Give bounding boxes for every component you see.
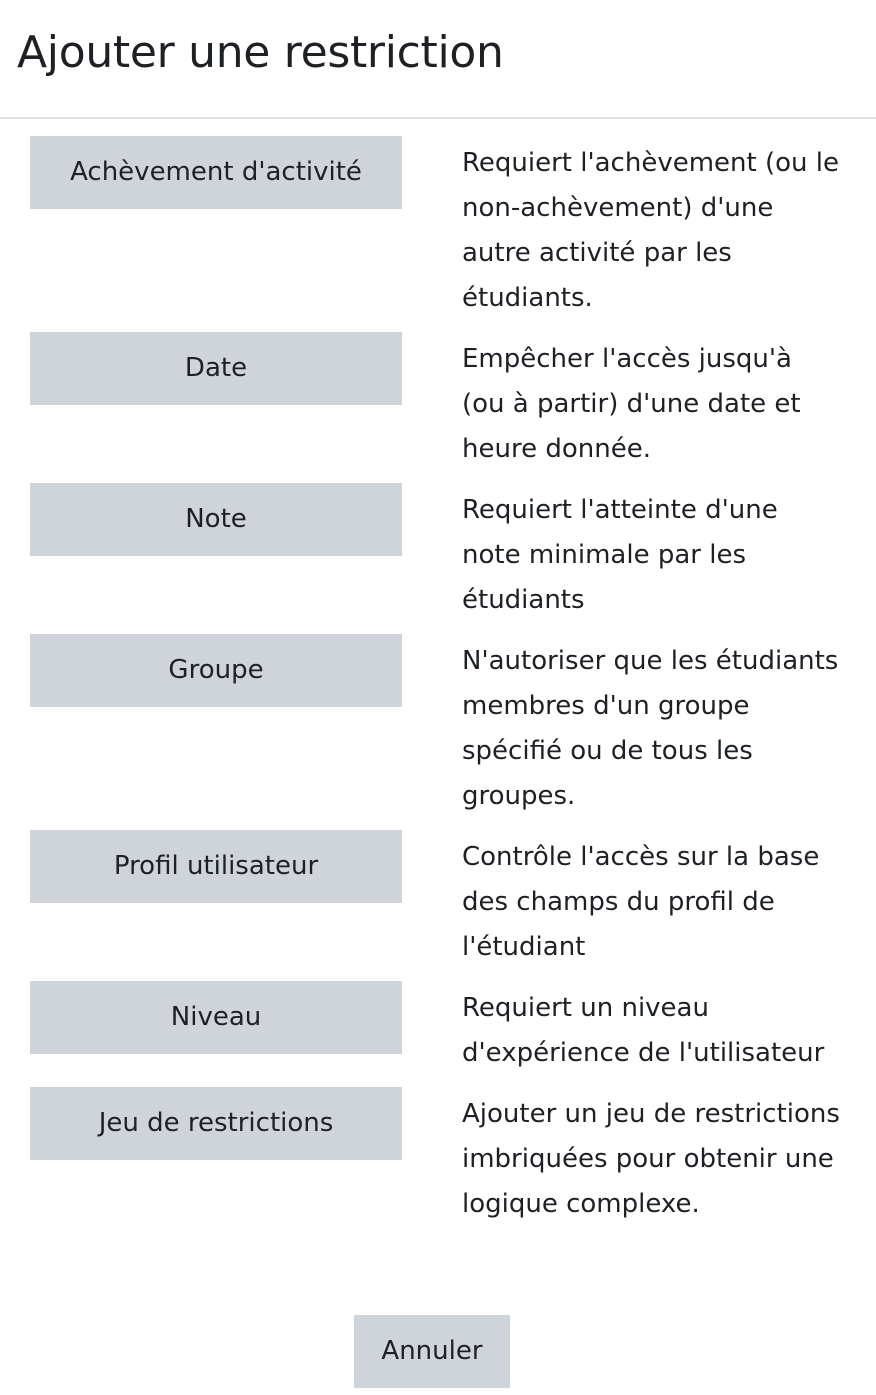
grade-description: Requiert l'atteinte d'une note minimale par les étudiants: [462, 495, 778, 615]
user-profile-button[interactable]: Profil utilisateur: [30, 830, 402, 903]
dialog-header: [0, 0, 876, 119]
date-description: Empêcher l'accès jusqu'à (ou à partir) d'une date et heure donnée.: [462, 344, 801, 464]
group-button[interactable]: Groupe: [30, 634, 402, 707]
grade-button[interactable]: Note: [30, 483, 402, 556]
activity-completion-button[interactable]: Achèvement d'activité: [30, 136, 402, 209]
cancel-button[interactable]: Annuler: [354, 1315, 510, 1388]
dialog-title: Ajouter une restriction: [17, 27, 504, 78]
restriction-set-button[interactable]: Jeu de restrictions: [30, 1087, 402, 1160]
restriction-set-description: Ajouter un jeu de restrictions imbriquées pour obtenir une logique complexe.: [462, 1099, 840, 1219]
date-button[interactable]: Date: [30, 332, 402, 405]
group-description: N'autoriser que les étudiants membres d'un groupe spécifié ou de tous les groupes.: [462, 646, 839, 811]
level-button[interactable]: Niveau: [30, 981, 402, 1054]
activity-completion-description: Requiert l'achèvement (ou le non-achèvement) d'une autre activité par les étudiants.: [462, 148, 839, 313]
user-profile-description: Contrôle l'accès sur la base des champs du profil de l'étudiant: [462, 842, 820, 962]
level-description: Requiert un niveau d'expérience de l'utilisateur: [462, 993, 825, 1068]
